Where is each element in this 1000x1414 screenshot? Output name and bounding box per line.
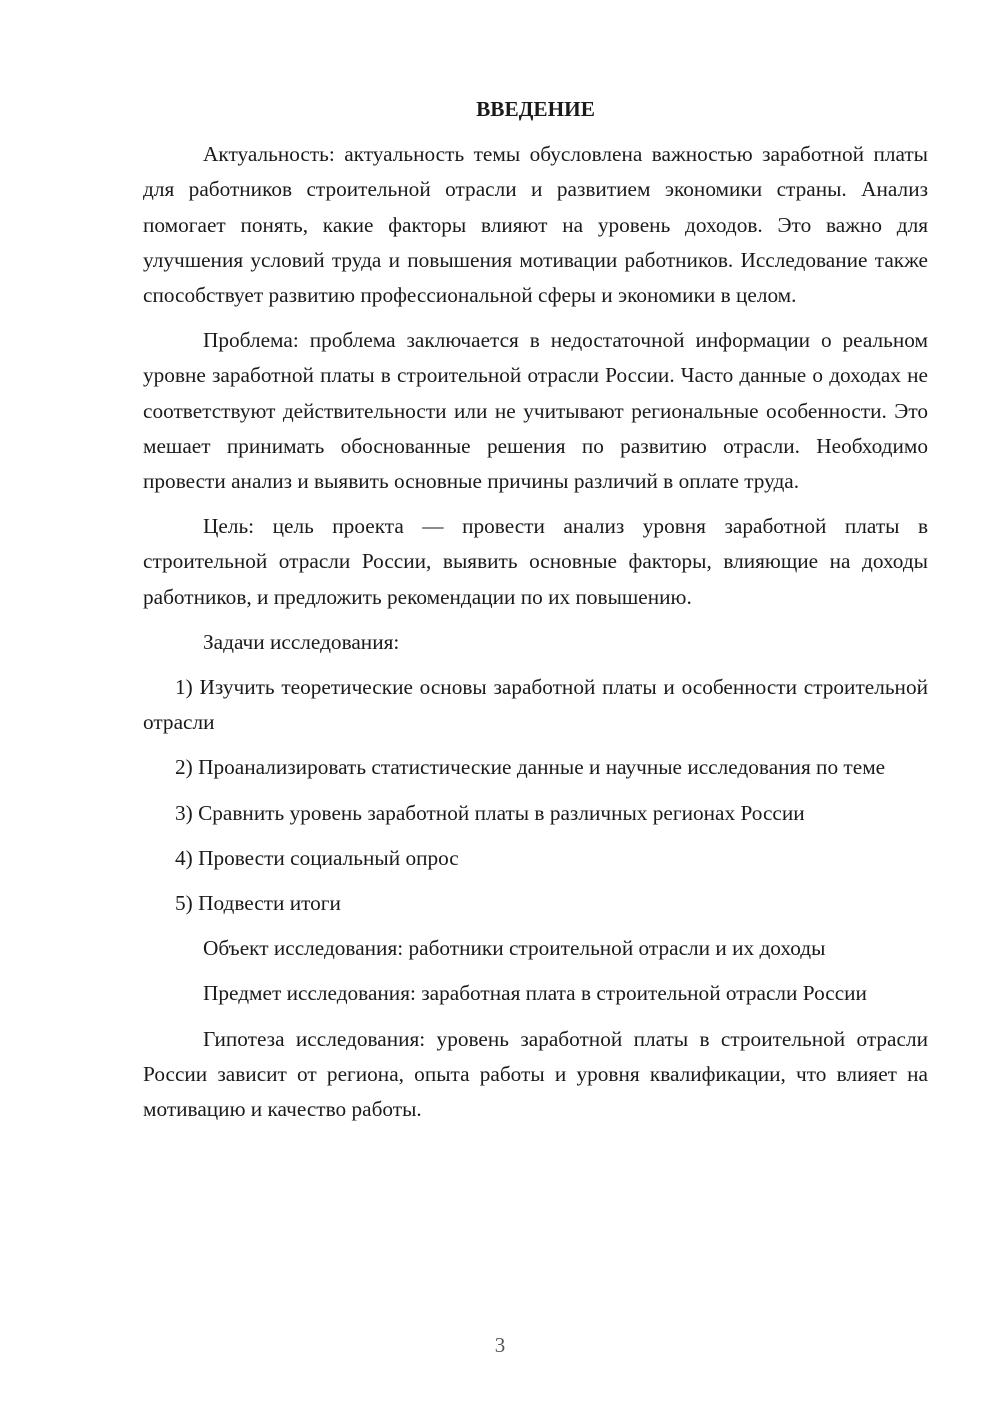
section-title: ВВЕДЕНИЕ	[476, 97, 595, 121]
paragraph-relevance: Актуальность: актуальность темы обусловлена важностью заработной платы для работников строительной отрасли и развитием экономики страны. Анализ помогает понять, какие факторы влияют на уровень доходов. Это важно для улучшения условий труда и повышения мотивации работников. Исследование также способствует развитию профессиональной сферы и экономики в целом.	[143, 142, 928, 308]
task-item: 5) Подвести итоги	[175, 891, 341, 916]
paragraph-subject: Предмет исследования: заработная плата в строительной отрасли России	[203, 981, 867, 1006]
page-number: 3	[494, 1333, 506, 1357]
paragraph-problem: Проблема: проблема заключается в недостаточной информации о реальном уровне заработной платы в строительной отрасли России. Часто данные о доходах не соответствуют действительности или не учитывают региональные особенности. Это мешает принимать обоснованные решения по развитию отрасли. Необходимо провести анализ и выявить основные причины различий в оплате труда.	[143, 328, 928, 494]
task-item: 2) Проанализировать статистические данные и научные исследования по теме	[175, 755, 886, 780]
task-item: 1) Изучить теоретические основы заработной платы и особенности строительной отрасли	[143, 675, 928, 735]
task-item: 4) Провести социальный опрос	[175, 845, 459, 870]
paragraph-goal: Цель: цель проекта — провести анализ уровня заработной платы в строительной отрасли России, выявить основные факторы, влияющие на доходы работников, и предложить рекомендации по их повышению.	[143, 514, 928, 609]
paragraph-hypothesis: Гипотеза исследования: уровень заработной платы в строительной отрасли России зависит от региона, опыта работы и уровня квалификации, что влияет на мотивацию и качество работы.	[143, 1026, 928, 1122]
task-item: 3) Сравнить уровень заработной платы в различных регионах России	[175, 800, 805, 825]
page-content	[143, 92, 928, 1137]
paragraph-object: Объект исследования: работники строительной отрасли и их доходы	[203, 936, 826, 961]
tasks-heading: Задачи исследования:	[203, 629, 400, 654]
